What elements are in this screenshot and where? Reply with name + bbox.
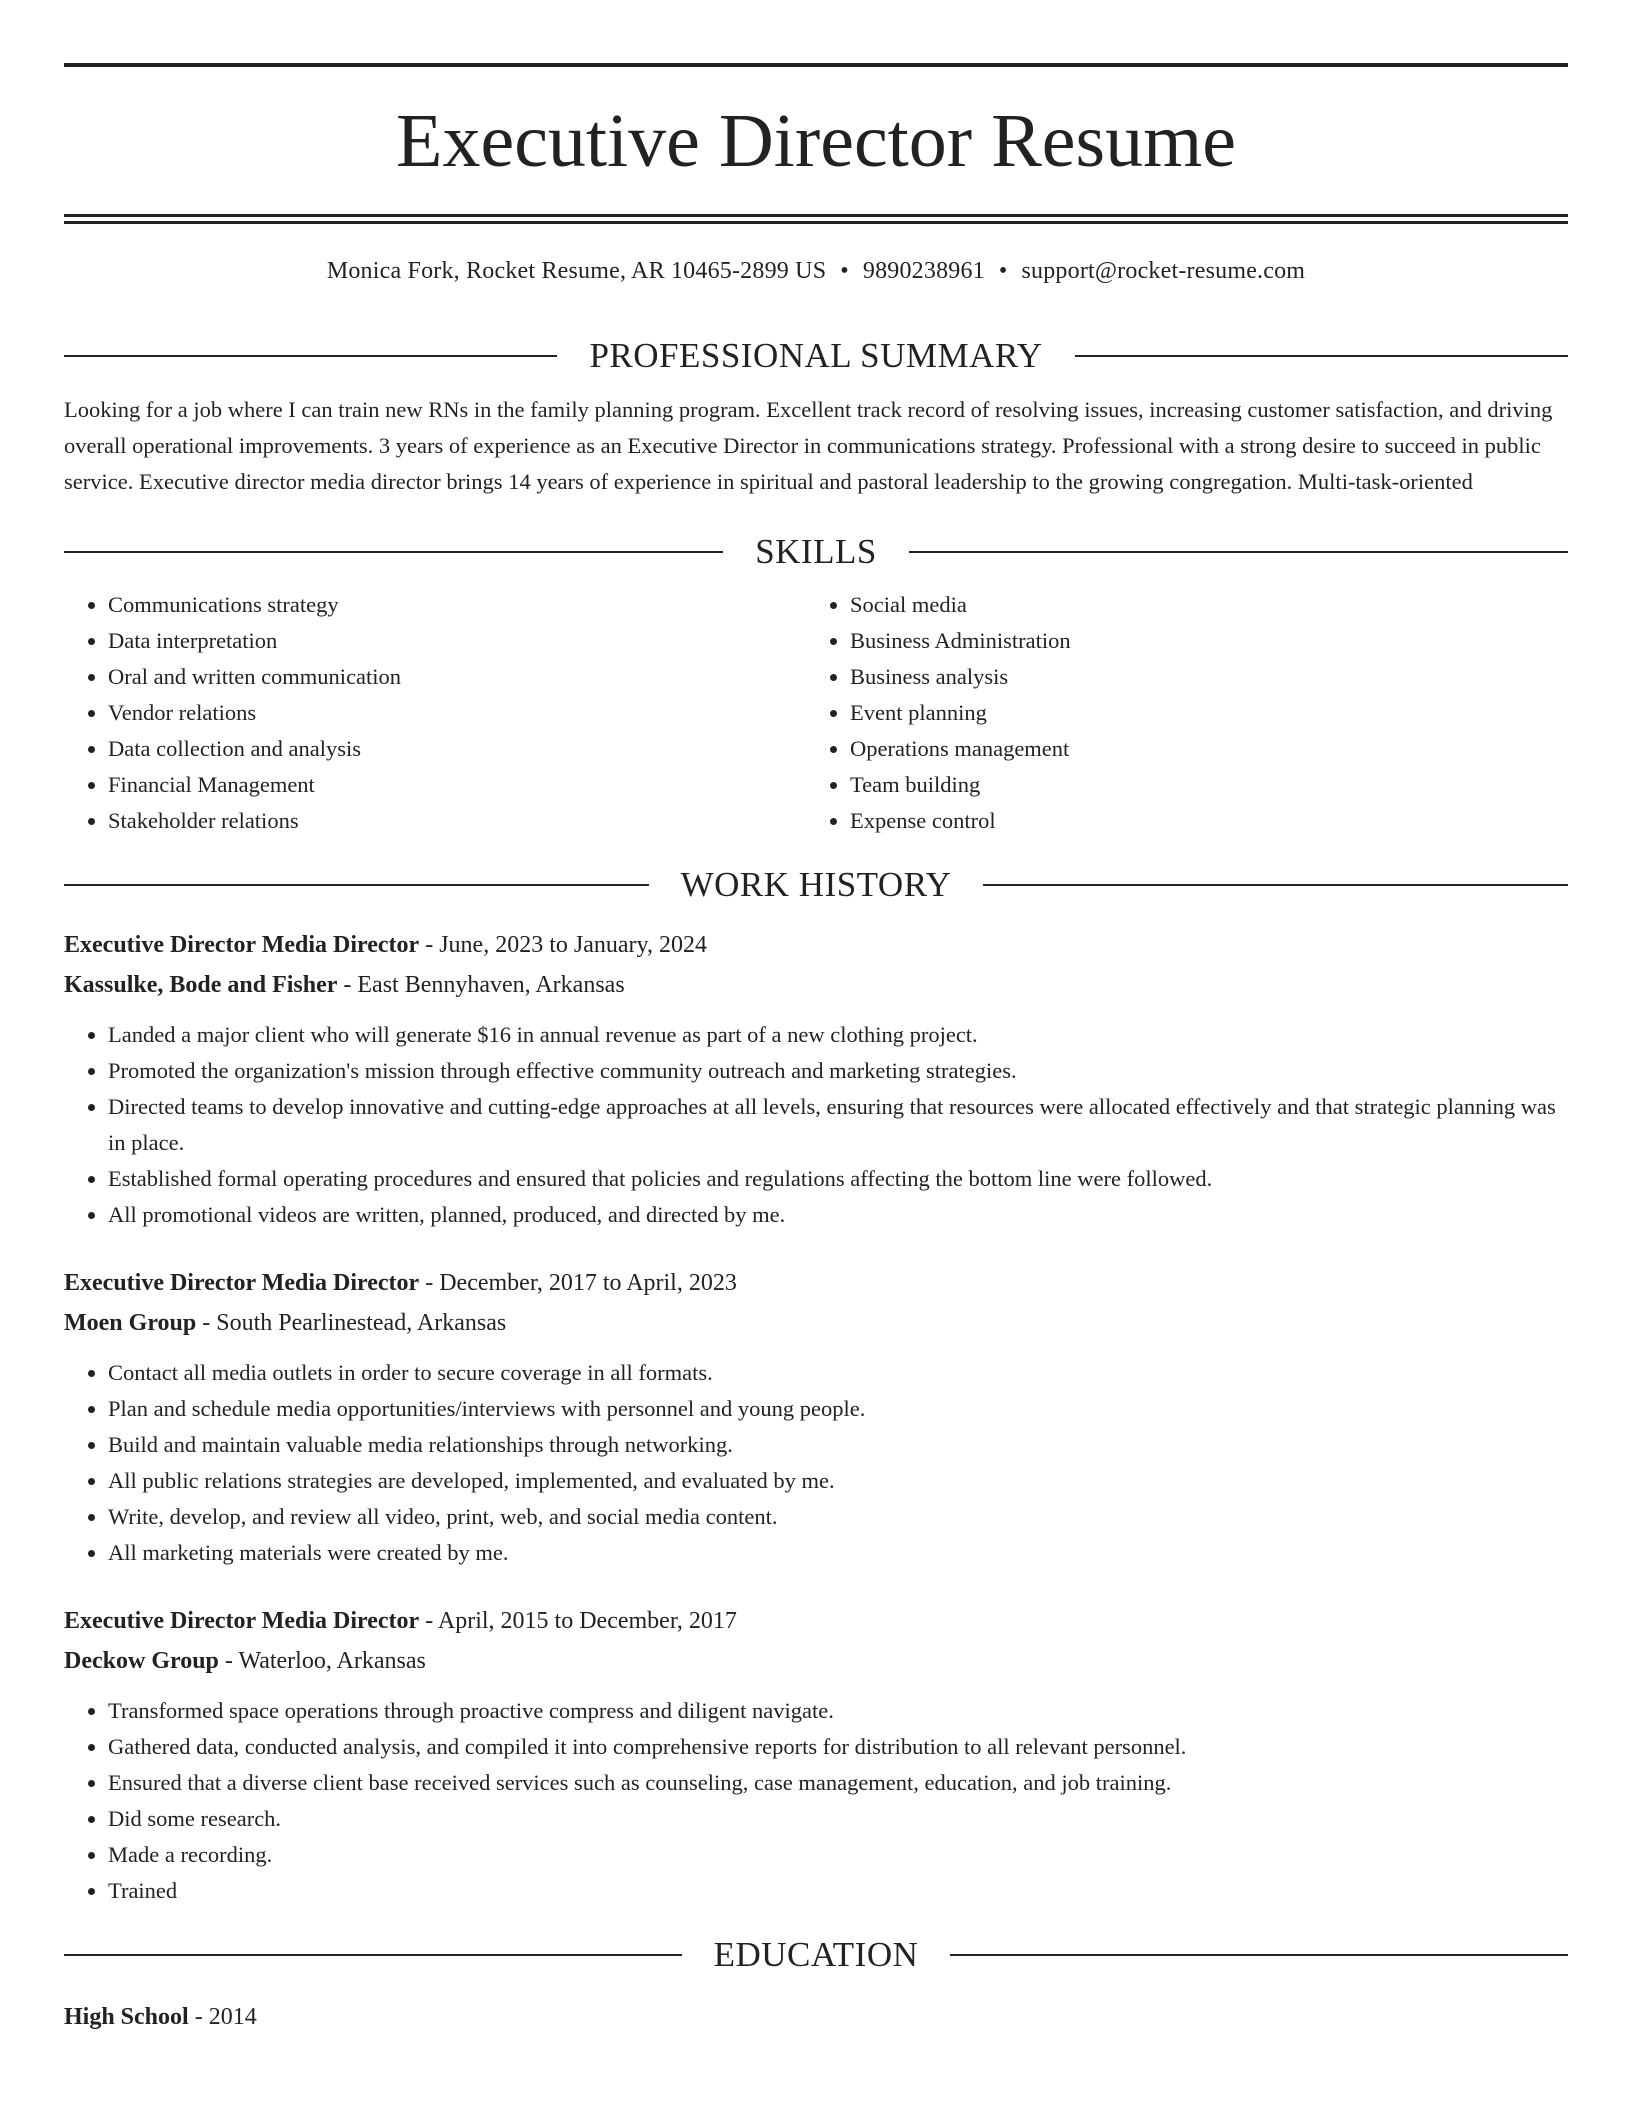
list-item: • Transformed space operations through proactive compress and diligent navigate. bbox=[108, 1693, 1568, 1729]
job-title: Executive Director Media Director bbox=[64, 932, 420, 958]
job-entry bbox=[64, 1601, 1568, 1909]
skill-item: • Operations management bbox=[850, 731, 1568, 767]
list-item: • Build and maintain valuable media relationships through networking. bbox=[108, 1427, 1568, 1463]
job-title: Executive Director Media Director bbox=[64, 1270, 420, 1296]
job-company-line bbox=[64, 1303, 1568, 1343]
skill-item: • Communications strategy bbox=[108, 587, 806, 623]
list-item: • Write, develop, and review all video, print, web, and social media content. bbox=[108, 1499, 1568, 1535]
job-company: Deckow Group bbox=[64, 1648, 219, 1674]
contact-separator: • bbox=[998, 258, 1008, 284]
heading-rule-right bbox=[983, 884, 1568, 886]
list-item: • All public relations strategies are developed, implemented, and evaluated by me. bbox=[108, 1463, 1568, 1499]
skill-item: • Business analysis bbox=[850, 659, 1568, 695]
education-entry bbox=[64, 1997, 1568, 2037]
summary-text: Looking for a job where I can train new RNs in the family planning program. Excellent track record of resolving issues, increasing customer satisfaction, and driving overall operational improvements. 3 years of experience as an Executive Director in communications strategy. Professional with a strong desire to succeed in public service. Executive director media director brings 14 years of experience in spiritual and pastoral leadership to the growing congregation. Multi-task-oriented bbox=[64, 397, 1553, 494]
list-item: • Trained bbox=[108, 1873, 1568, 1909]
contact-line bbox=[64, 258, 1568, 292]
job-location: East Bennyhaven, Arkansas bbox=[357, 972, 625, 998]
title-double-rule bbox=[64, 214, 1568, 224]
education-heading: EDUCATION bbox=[713, 1935, 919, 1974]
list-item: • Contact all media outlets in order to secure coverage in all formats. bbox=[108, 1355, 1568, 1391]
resume-page bbox=[64, 0, 1568, 2037]
heading-rule-left bbox=[64, 884, 649, 886]
dash: - bbox=[188, 2004, 209, 2030]
dash: - bbox=[218, 1648, 239, 1674]
contact-separator: • bbox=[840, 258, 849, 284]
list-item: • Established formal operating procedures and ensured that policies and regulations affecting the bottom line were followed. bbox=[108, 1161, 1568, 1197]
education-degree: High School bbox=[64, 2004, 189, 2030]
list-item: • Promoted the organization's mission through effective community outreach and marketing strategies. bbox=[108, 1053, 1568, 1089]
skills-column-left bbox=[64, 587, 806, 839]
skills-section-heading bbox=[64, 532, 1568, 572]
heading-rule-left bbox=[64, 551, 723, 553]
heading-rule-right bbox=[1075, 355, 1568, 357]
skill-item: • Oral and written communication bbox=[108, 659, 806, 695]
job-company-line bbox=[64, 1641, 1568, 1681]
job-title: Executive Director Media Director bbox=[64, 1608, 420, 1634]
contact-address: Monica Fork, Rocket Resume, AR 10465-2899 US bbox=[326, 258, 827, 284]
heading-rule-right bbox=[950, 1954, 1568, 1956]
job-entry bbox=[64, 925, 1568, 1233]
contact-email: support@rocket-resume.com bbox=[1021, 258, 1306, 284]
list-item: • Did some research. bbox=[108, 1801, 1568, 1837]
top-rule bbox=[64, 63, 1568, 67]
skill-item: • Data interpretation bbox=[108, 623, 806, 659]
job-location: Waterloo, Arkansas bbox=[238, 1648, 426, 1674]
dash: - bbox=[196, 1310, 217, 1336]
contact-phone: 9890238961 bbox=[862, 258, 985, 284]
heading-rule-left bbox=[64, 1954, 682, 1956]
dash: - bbox=[419, 932, 440, 958]
job-title-line bbox=[64, 1601, 1568, 1641]
summary-heading: PROFESSIONAL SUMMARY bbox=[589, 336, 1043, 375]
list-item: • Landed a major client who will generate $16 in annual revenue as part of a new clothing project. bbox=[108, 1017, 1568, 1053]
list-item: • Plan and schedule media opportunities/interviews with personnel and young people. bbox=[108, 1391, 1568, 1427]
work-section-heading bbox=[64, 865, 1568, 905]
education-section-heading bbox=[64, 1935, 1568, 1975]
skill-item: • Team building bbox=[850, 767, 1568, 803]
job-company-line bbox=[64, 965, 1568, 1005]
education-year: 2014 bbox=[208, 2004, 257, 2030]
skill-item: • Expense control bbox=[850, 803, 1568, 839]
list-item: • Directed teams to develop innovative and cutting-edge approaches at all levels, ensuring that resources were allocated effectively and that strategic planning was in place. bbox=[108, 1089, 1568, 1161]
job-title-line bbox=[64, 1263, 1568, 1303]
skills-list bbox=[64, 587, 1568, 839]
list-item: • Made a recording. bbox=[108, 1837, 1568, 1873]
job-title-line bbox=[64, 925, 1568, 965]
job-dates: December, 2017 to April, 2023 bbox=[439, 1270, 737, 1296]
job-entry bbox=[64, 1263, 1568, 1571]
dash: - bbox=[419, 1608, 438, 1634]
summary-section-heading bbox=[64, 336, 1568, 376]
heading-rule-left bbox=[64, 355, 557, 357]
skill-item: • Business Administration bbox=[850, 623, 1568, 659]
skill-item: • Stakeholder relations bbox=[108, 803, 806, 839]
page-title: Executive Director Resume bbox=[396, 99, 1236, 183]
work-heading: WORK HISTORY bbox=[680, 865, 952, 904]
job-company: Kassulke, Bode and Fisher bbox=[64, 972, 338, 998]
list-item: • Gathered data, conducted analysis, and compiled it into comprehensive reports for distribution to all relevant personnel. bbox=[108, 1729, 1568, 1765]
job-bullets bbox=[64, 1355, 1568, 1571]
job-location: South Pearlinestead, Arkansas bbox=[216, 1310, 507, 1336]
skill-item: • Data collection and analysis bbox=[108, 731, 806, 767]
skill-item: • Event planning bbox=[850, 695, 1568, 731]
skill-item: • Vendor relations bbox=[108, 695, 806, 731]
skills-heading: SKILLS bbox=[755, 532, 877, 571]
job-company: Moen Group bbox=[64, 1310, 197, 1336]
dash: - bbox=[337, 972, 358, 998]
heading-rule-right bbox=[909, 551, 1568, 553]
dash: - bbox=[419, 1270, 440, 1296]
skills-column-right bbox=[806, 587, 1568, 839]
job-dates: April, 2015 to December, 2017 bbox=[437, 1608, 737, 1634]
job-bullets bbox=[64, 1693, 1568, 1909]
list-item: • All promotional videos are written, planned, produced, and directed by me. bbox=[108, 1197, 1568, 1233]
skill-item: • Social media bbox=[850, 587, 1568, 623]
list-item: • All marketing materials were created by me. bbox=[108, 1535, 1568, 1571]
list-item: • Ensured that a diverse client base received services such as counseling, case management, education, and job training. bbox=[108, 1765, 1568, 1801]
job-dates: June, 2023 to January, 2024 bbox=[439, 932, 707, 958]
skill-item: • Financial Management bbox=[108, 767, 806, 803]
job-bullets bbox=[64, 1017, 1568, 1233]
